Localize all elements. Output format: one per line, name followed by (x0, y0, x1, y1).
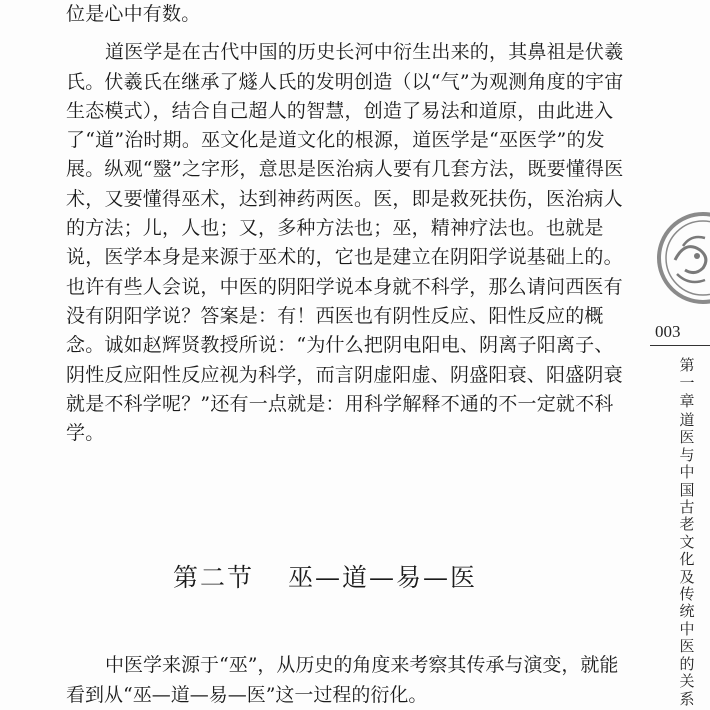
continued-line: 位是心中有数。 (66, 3, 201, 25)
margin-rule (650, 345, 710, 346)
body-text (66, 0, 626, 448)
page-number: 003 (655, 322, 681, 341)
chapter-title: 道医与中国古老文化及传统中医的关系 (679, 411, 695, 708)
section-body (66, 651, 626, 710)
decorative-seal-icon (655, 210, 710, 306)
section-heading (0, 558, 650, 594)
section-number: 第二节 (172, 563, 254, 592)
paragraph: 中医学来源于“巫”，从历史的角度来考察其传承与演变，就能看到从“巫—道—易—医”这一过程的衍化。 (66, 654, 619, 706)
paragraph: 道医学是在古代中国的历史长河中衍生出来的，其鼻祖是伏羲氏。伏羲氏在继承了燧人氏的发明创造（以“气”为观测角度的宇宙生态模式），结合自己超人的智慧，创造了易法和道原，由此进入了“道”治时期。巫文化是道文化的根源，道医学是“巫医学”的发展。纵观“毉”之字形，意思是医治病人要有几套方法，既要懂得医术，又要懂得巫术，达到神药两医。医，即是救死扶伤，医治病人的方法；儿，人也；又，多种方法也；巫，精神疗法也。也就是说，医学本身是来源于巫术的，它也是建立在阴阳学说基础上的。也许有些人会说，中医的阴阳学说本身就不科学，那么请问西医有没有阴阳学说？答案是：有！西医也有阴性反应、阳性反应的概念。诚如赵辉贤教授所说：“为什么把阴电阳电、阴离子阳离子、阴性反应阳性反应视为科学，而言阴虚阳虚、阴盛阳衰、阳盛阴衰就是不科学呢？”还有一点就是：用科学解释不通的不一定就不科学。 (66, 41, 624, 445)
section-title: 巫—道—易—医 (288, 563, 478, 592)
chapter-label: 第一章 (679, 356, 695, 410)
